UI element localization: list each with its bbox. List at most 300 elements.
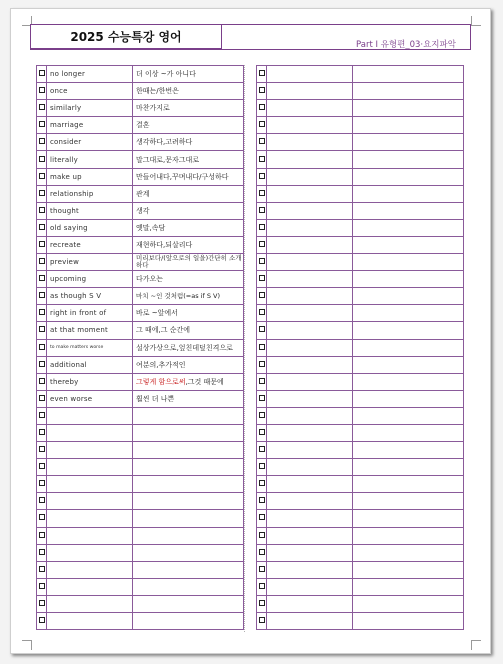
- checkbox-icon[interactable]: [39, 190, 45, 196]
- word-cell: to make matters worse: [47, 339, 133, 356]
- meaning-cell: [133, 424, 244, 441]
- checkbox-icon[interactable]: [39, 275, 45, 281]
- meaning-cell: 미리보다/(앞으로의 일을)간단히 소개하다: [133, 254, 244, 271]
- checkbox-cell[interactable]: [37, 305, 47, 322]
- checkbox-cell[interactable]: [37, 442, 47, 459]
- meaning-cell: 설상가상으로,엎친데덮친격으로: [133, 339, 244, 356]
- checkbox-icon[interactable]: [259, 600, 265, 606]
- checkbox-icon[interactable]: [259, 497, 265, 503]
- checkbox-cell[interactable]: [257, 151, 267, 168]
- table-row: [257, 134, 464, 151]
- checkbox-icon[interactable]: [259, 156, 265, 162]
- checkbox-icon[interactable]: [259, 566, 265, 572]
- word-cell: [267, 236, 353, 253]
- vocab-table-right: [256, 65, 464, 630]
- table-row: [37, 527, 244, 544]
- checkbox-icon[interactable]: [259, 326, 265, 332]
- meaning-cell: [353, 578, 464, 595]
- column-divider: [244, 65, 245, 632]
- word-cell: [47, 493, 133, 510]
- checkbox-cell[interactable]: [257, 459, 267, 476]
- checkbox-icon[interactable]: [259, 617, 265, 623]
- checkbox-cell[interactable]: [257, 356, 267, 373]
- word-cell: [267, 561, 353, 578]
- meaning-cell: [133, 595, 244, 612]
- table-row: [257, 168, 464, 185]
- crop-mark: [471, 640, 481, 650]
- checkbox-icon[interactable]: [39, 446, 45, 452]
- table-row: [37, 442, 244, 459]
- meaning-cell: [353, 168, 464, 185]
- word-cell: [47, 424, 133, 441]
- word-cell: as though S V: [47, 288, 133, 305]
- word-cell: old saying: [47, 219, 133, 236]
- checkbox-cell[interactable]: [37, 356, 47, 373]
- meaning-cell: 결혼: [133, 117, 244, 134]
- word-cell: similarly: [47, 100, 133, 117]
- checkbox-icon[interactable]: [39, 87, 45, 93]
- word-cell: [267, 390, 353, 407]
- meaning-cell: [133, 476, 244, 493]
- checkbox-icon[interactable]: [39, 583, 45, 589]
- word-cell: [267, 510, 353, 527]
- checkbox-icon[interactable]: [259, 309, 265, 315]
- table-row: [37, 117, 244, 134]
- checkbox-cell[interactable]: [257, 339, 267, 356]
- meaning-cell: [353, 117, 464, 134]
- table-row: [257, 117, 464, 134]
- word-cell: preview: [47, 254, 133, 271]
- meaning-cell: [133, 373, 244, 390]
- meaning-cell: [353, 202, 464, 219]
- table-row: [257, 219, 464, 236]
- table-row: [37, 271, 244, 288]
- checkbox-icon[interactable]: [39, 138, 45, 144]
- table-row: [257, 254, 464, 271]
- checkbox-icon[interactable]: [39, 344, 45, 350]
- table-row: [257, 407, 464, 424]
- word-cell: marriage: [47, 117, 133, 134]
- checkbox-cell[interactable]: [257, 510, 267, 527]
- checkbox-icon[interactable]: [259, 258, 265, 264]
- word-cell: [267, 373, 353, 390]
- word-cell: [267, 202, 353, 219]
- checkbox-cell[interactable]: [257, 271, 267, 288]
- checkbox-icon[interactable]: [39, 173, 45, 179]
- checkbox-icon[interactable]: [259, 87, 265, 93]
- table-row: [257, 424, 464, 441]
- checkbox-cell[interactable]: [257, 407, 267, 424]
- checkbox-icon[interactable]: [259, 70, 265, 76]
- checkbox-cell[interactable]: [37, 185, 47, 202]
- word-cell: [47, 407, 133, 424]
- word-cell: [267, 356, 353, 373]
- checkbox-cell[interactable]: [37, 151, 47, 168]
- checkbox-cell[interactable]: [37, 202, 47, 219]
- table-row: [257, 322, 464, 339]
- word-cell: [267, 185, 353, 202]
- meaning-cell: [353, 288, 464, 305]
- checkbox-cell[interactable]: [257, 288, 267, 305]
- checkbox-icon[interactable]: [39, 361, 45, 367]
- word-cell: [267, 493, 353, 510]
- word-cell: right in front of: [47, 305, 133, 322]
- word-cell: even worse: [47, 390, 133, 407]
- meaning-cell: [133, 442, 244, 459]
- checkbox-cell[interactable]: [257, 236, 267, 253]
- checkbox-icon[interactable]: [39, 549, 45, 555]
- checkbox-icon[interactable]: [259, 378, 265, 384]
- checkbox-icon[interactable]: [259, 190, 265, 196]
- word-cell: [267, 100, 353, 117]
- checkbox-icon[interactable]: [259, 173, 265, 179]
- word-cell: additional: [47, 356, 133, 373]
- word-cell: literally: [47, 151, 133, 168]
- meaning-cell: 더 이상 ~가 아니다: [133, 66, 244, 83]
- checkbox-cell[interactable]: [37, 476, 47, 493]
- checkbox-icon[interactable]: [259, 532, 265, 538]
- meaning-cell: [353, 100, 464, 117]
- word-cell: [267, 219, 353, 236]
- meaning-cell: [353, 407, 464, 424]
- table-row: [257, 595, 464, 612]
- meaning-cell: [133, 407, 244, 424]
- meaning-cell: 여분의,추가적인: [133, 356, 244, 373]
- table-row: [37, 288, 244, 305]
- word-cell: thereby: [47, 373, 133, 390]
- word-cell: [267, 305, 353, 322]
- meaning-cell: [133, 544, 244, 561]
- meaning-cell: [353, 561, 464, 578]
- table-row: [257, 544, 464, 561]
- checkbox-cell[interactable]: [257, 322, 267, 339]
- checkbox-cell[interactable]: [257, 305, 267, 322]
- word-cell: [267, 271, 353, 288]
- meaning-cell: 생각하다,고려하다: [133, 134, 244, 151]
- table-row: [257, 185, 464, 202]
- checkbox-cell[interactable]: [37, 561, 47, 578]
- table-row: [37, 219, 244, 236]
- checkbox-icon[interactable]: [39, 480, 45, 486]
- checkbox-cell[interactable]: [257, 100, 267, 117]
- crop-mark: [471, 16, 481, 26]
- checkbox-icon[interactable]: [39, 532, 45, 538]
- checkbox-cell[interactable]: [257, 476, 267, 493]
- checkbox-cell[interactable]: [37, 493, 47, 510]
- checkbox-cell[interactable]: [37, 339, 47, 356]
- checkbox-icon[interactable]: [259, 344, 265, 350]
- checkbox-cell[interactable]: [257, 202, 267, 219]
- checkbox-icon[interactable]: [39, 224, 45, 230]
- checkbox-cell[interactable]: [257, 219, 267, 236]
- checkbox-icon[interactable]: [259, 207, 265, 213]
- table-row: [37, 185, 244, 202]
- checkbox-cell[interactable]: [37, 424, 47, 441]
- meaning-cell: 관계: [133, 185, 244, 202]
- page-title: 2025 수능특강 영어: [30, 24, 222, 49]
- meaning-cell: [353, 219, 464, 236]
- checkbox-icon[interactable]: [39, 412, 45, 418]
- meaning-cell: [353, 254, 464, 271]
- checkbox-cell[interactable]: [37, 510, 47, 527]
- word-cell: [47, 578, 133, 595]
- checkbox-cell[interactable]: [257, 134, 267, 151]
- checkbox-icon[interactable]: [259, 412, 265, 418]
- checkbox-icon[interactable]: [259, 241, 265, 247]
- table-row: [37, 407, 244, 424]
- checkbox-cell[interactable]: [37, 390, 47, 407]
- checkbox-cell[interactable]: [37, 236, 47, 253]
- checkbox-cell[interactable]: [257, 117, 267, 134]
- checkbox-cell[interactable]: [257, 578, 267, 595]
- checkbox-icon[interactable]: [39, 258, 45, 264]
- checkbox-icon[interactable]: [259, 292, 265, 298]
- part-label: Part Ⅰ 유형편_03·요지파악: [356, 40, 456, 50]
- checkbox-icon[interactable]: [39, 207, 45, 213]
- checkbox-cell[interactable]: [37, 254, 47, 271]
- word-cell: [267, 442, 353, 459]
- word-cell: [267, 254, 353, 271]
- checkbox-cell[interactable]: [37, 134, 47, 151]
- checkbox-icon[interactable]: [259, 104, 265, 110]
- checkbox-cell[interactable]: [257, 66, 267, 83]
- checkbox-cell[interactable]: [257, 442, 267, 459]
- word-cell: [267, 288, 353, 305]
- meaning-cell: 바로 ~앞에서: [133, 305, 244, 322]
- table-row: [257, 527, 464, 544]
- checkbox-icon[interactable]: [39, 600, 45, 606]
- checkbox-icon[interactable]: [39, 121, 45, 127]
- vocab-table-left: [36, 65, 244, 630]
- word-cell: [267, 407, 353, 424]
- word-cell: [267, 83, 353, 100]
- meaning-cell: [353, 322, 464, 339]
- word-cell: [267, 476, 353, 493]
- meaning-cell: 만들어내다,꾸며내다/구성하다: [133, 168, 244, 185]
- table-row: [37, 168, 244, 185]
- checkbox-cell[interactable]: [37, 288, 47, 305]
- checkbox-icon[interactable]: [39, 309, 45, 315]
- checkbox-icon[interactable]: [259, 514, 265, 520]
- meaning-highlight: 그렇게 함으로써: [136, 377, 186, 386]
- meaning-cell: [353, 356, 464, 373]
- word-cell: [47, 561, 133, 578]
- checkbox-cell[interactable]: [257, 613, 267, 630]
- meaning-cell: [353, 510, 464, 527]
- checkbox-icon[interactable]: [259, 463, 265, 469]
- word-cell: [267, 322, 353, 339]
- table-row: [257, 151, 464, 168]
- table-row: [257, 236, 464, 253]
- checkbox-icon[interactable]: [39, 378, 45, 384]
- checkbox-cell[interactable]: [257, 527, 267, 544]
- checkbox-icon[interactable]: [259, 224, 265, 230]
- checkbox-icon[interactable]: [259, 395, 265, 401]
- table-row: [37, 544, 244, 561]
- word-cell: recreate: [47, 236, 133, 253]
- table-row: [37, 578, 244, 595]
- table-row: [257, 442, 464, 459]
- meaning-cell: [353, 544, 464, 561]
- meaning-cell: 한때는/한번은: [133, 83, 244, 100]
- meaning-cell: [353, 424, 464, 441]
- table-row: [37, 476, 244, 493]
- checkbox-cell[interactable]: [37, 271, 47, 288]
- checkbox-cell[interactable]: [37, 527, 47, 544]
- table-row: [37, 356, 244, 373]
- table-row: [257, 373, 464, 390]
- word-cell: consider: [47, 134, 133, 151]
- checkbox-cell[interactable]: [37, 459, 47, 476]
- checkbox-icon[interactable]: [259, 549, 265, 555]
- checkbox-icon[interactable]: [259, 480, 265, 486]
- word-cell: [47, 510, 133, 527]
- word-cell: [267, 339, 353, 356]
- word-cell: relationship: [47, 185, 133, 202]
- checkbox-icon[interactable]: [259, 429, 265, 435]
- checkbox-icon[interactable]: [259, 275, 265, 281]
- table-row: [37, 83, 244, 100]
- checkbox-icon[interactable]: [259, 121, 265, 127]
- meaning-cell: [133, 561, 244, 578]
- checkbox-icon[interactable]: [39, 497, 45, 503]
- table-row: [37, 561, 244, 578]
- word-cell: [267, 117, 353, 134]
- meaning-cell: [353, 236, 464, 253]
- table-row: [257, 339, 464, 356]
- checkbox-icon[interactable]: [259, 361, 265, 367]
- meaning-text: ,그것 때문에: [185, 377, 224, 386]
- meaning-cell: [353, 595, 464, 612]
- meaning-cell: [133, 527, 244, 544]
- meaning-cell: [133, 493, 244, 510]
- checkbox-cell[interactable]: [37, 100, 47, 117]
- checkbox-icon[interactable]: [39, 617, 45, 623]
- table-row: [257, 561, 464, 578]
- word-cell: [47, 527, 133, 544]
- meaning-cell: 재현하다,되살리다: [133, 236, 244, 253]
- checkbox-cell[interactable]: [37, 219, 47, 236]
- checkbox-cell[interactable]: [257, 424, 267, 441]
- checkbox-cell[interactable]: [257, 185, 267, 202]
- checkbox-cell[interactable]: [257, 254, 267, 271]
- table-row: [37, 66, 244, 83]
- checkbox-cell[interactable]: [37, 66, 47, 83]
- meaning-cell: [353, 527, 464, 544]
- word-cell: [267, 544, 353, 561]
- word-cell: [267, 66, 353, 83]
- word-cell: [267, 527, 353, 544]
- table-row: [37, 151, 244, 168]
- checkbox-cell[interactable]: [37, 373, 47, 390]
- checkbox-cell[interactable]: [37, 595, 47, 612]
- meaning-cell: [353, 390, 464, 407]
- table-row: [257, 613, 464, 630]
- checkbox-cell[interactable]: [37, 613, 47, 630]
- checkbox-icon[interactable]: [259, 583, 265, 589]
- checkbox-icon[interactable]: [39, 241, 45, 247]
- checkbox-icon[interactable]: [39, 104, 45, 110]
- meaning-cell: [353, 476, 464, 493]
- word-cell: [267, 134, 353, 151]
- table-row: [37, 493, 244, 510]
- table-row: [37, 236, 244, 253]
- checkbox-cell[interactable]: [37, 168, 47, 185]
- table-row: [37, 595, 244, 612]
- table-row: [257, 493, 464, 510]
- checkbox-icon[interactable]: [39, 429, 45, 435]
- meaning-cell: [133, 510, 244, 527]
- checkbox-icon[interactable]: [39, 326, 45, 332]
- checkbox-icon[interactable]: [259, 446, 265, 452]
- word-cell: make up: [47, 168, 133, 185]
- meaning-cell: [353, 151, 464, 168]
- checkbox-cell[interactable]: [257, 168, 267, 185]
- meaning-cell: [133, 459, 244, 476]
- word-cell: once: [47, 83, 133, 100]
- meaning-cell: [133, 613, 244, 630]
- checkbox-cell[interactable]: [257, 390, 267, 407]
- checkbox-icon[interactable]: [39, 463, 45, 469]
- checkbox-cell[interactable]: [37, 117, 47, 134]
- table-row: [37, 510, 244, 527]
- checkbox-icon[interactable]: [39, 514, 45, 520]
- checkbox-icon[interactable]: [39, 156, 45, 162]
- checkbox-cell[interactable]: [257, 595, 267, 612]
- meaning-cell: [353, 134, 464, 151]
- table-row: [257, 476, 464, 493]
- checkbox-cell[interactable]: [257, 373, 267, 390]
- table-row: [37, 134, 244, 151]
- checkbox-cell[interactable]: [257, 561, 267, 578]
- meaning-cell: [353, 66, 464, 83]
- meaning-cell: 말그대로,문자그대로: [133, 151, 244, 168]
- table-row: [257, 390, 464, 407]
- word-cell: [47, 613, 133, 630]
- checkbox-icon[interactable]: [39, 70, 45, 76]
- crop-mark: [22, 640, 32, 650]
- word-cell: [267, 595, 353, 612]
- word-cell: [267, 459, 353, 476]
- meaning-cell: 옛말,속담: [133, 219, 244, 236]
- checkbox-icon[interactable]: [39, 566, 45, 572]
- checkbox-cell[interactable]: [257, 493, 267, 510]
- checkbox-icon[interactable]: [39, 292, 45, 298]
- table-row: [37, 373, 244, 390]
- meaning-cell: 다가오는: [133, 271, 244, 288]
- checkbox-cell[interactable]: [37, 544, 47, 561]
- word-cell: [267, 424, 353, 441]
- meaning-cell: 마찬가지로: [133, 100, 244, 117]
- checkbox-cell[interactable]: [257, 83, 267, 100]
- checkbox-cell[interactable]: [37, 322, 47, 339]
- checkbox-icon[interactable]: [39, 395, 45, 401]
- checkbox-cell[interactable]: [37, 83, 47, 100]
- meaning-cell: [353, 185, 464, 202]
- word-cell: [47, 442, 133, 459]
- checkbox-cell[interactable]: [37, 578, 47, 595]
- table-row: [257, 459, 464, 476]
- table-row: [37, 390, 244, 407]
- checkbox-cell[interactable]: [37, 407, 47, 424]
- word-cell: thought: [47, 202, 133, 219]
- table-row: [37, 322, 244, 339]
- checkbox-icon[interactable]: [259, 138, 265, 144]
- table-row: [37, 254, 244, 271]
- checkbox-cell[interactable]: [257, 544, 267, 561]
- meaning-cell: 훨씬 더 나쁜: [133, 390, 244, 407]
- meaning-cell: [353, 459, 464, 476]
